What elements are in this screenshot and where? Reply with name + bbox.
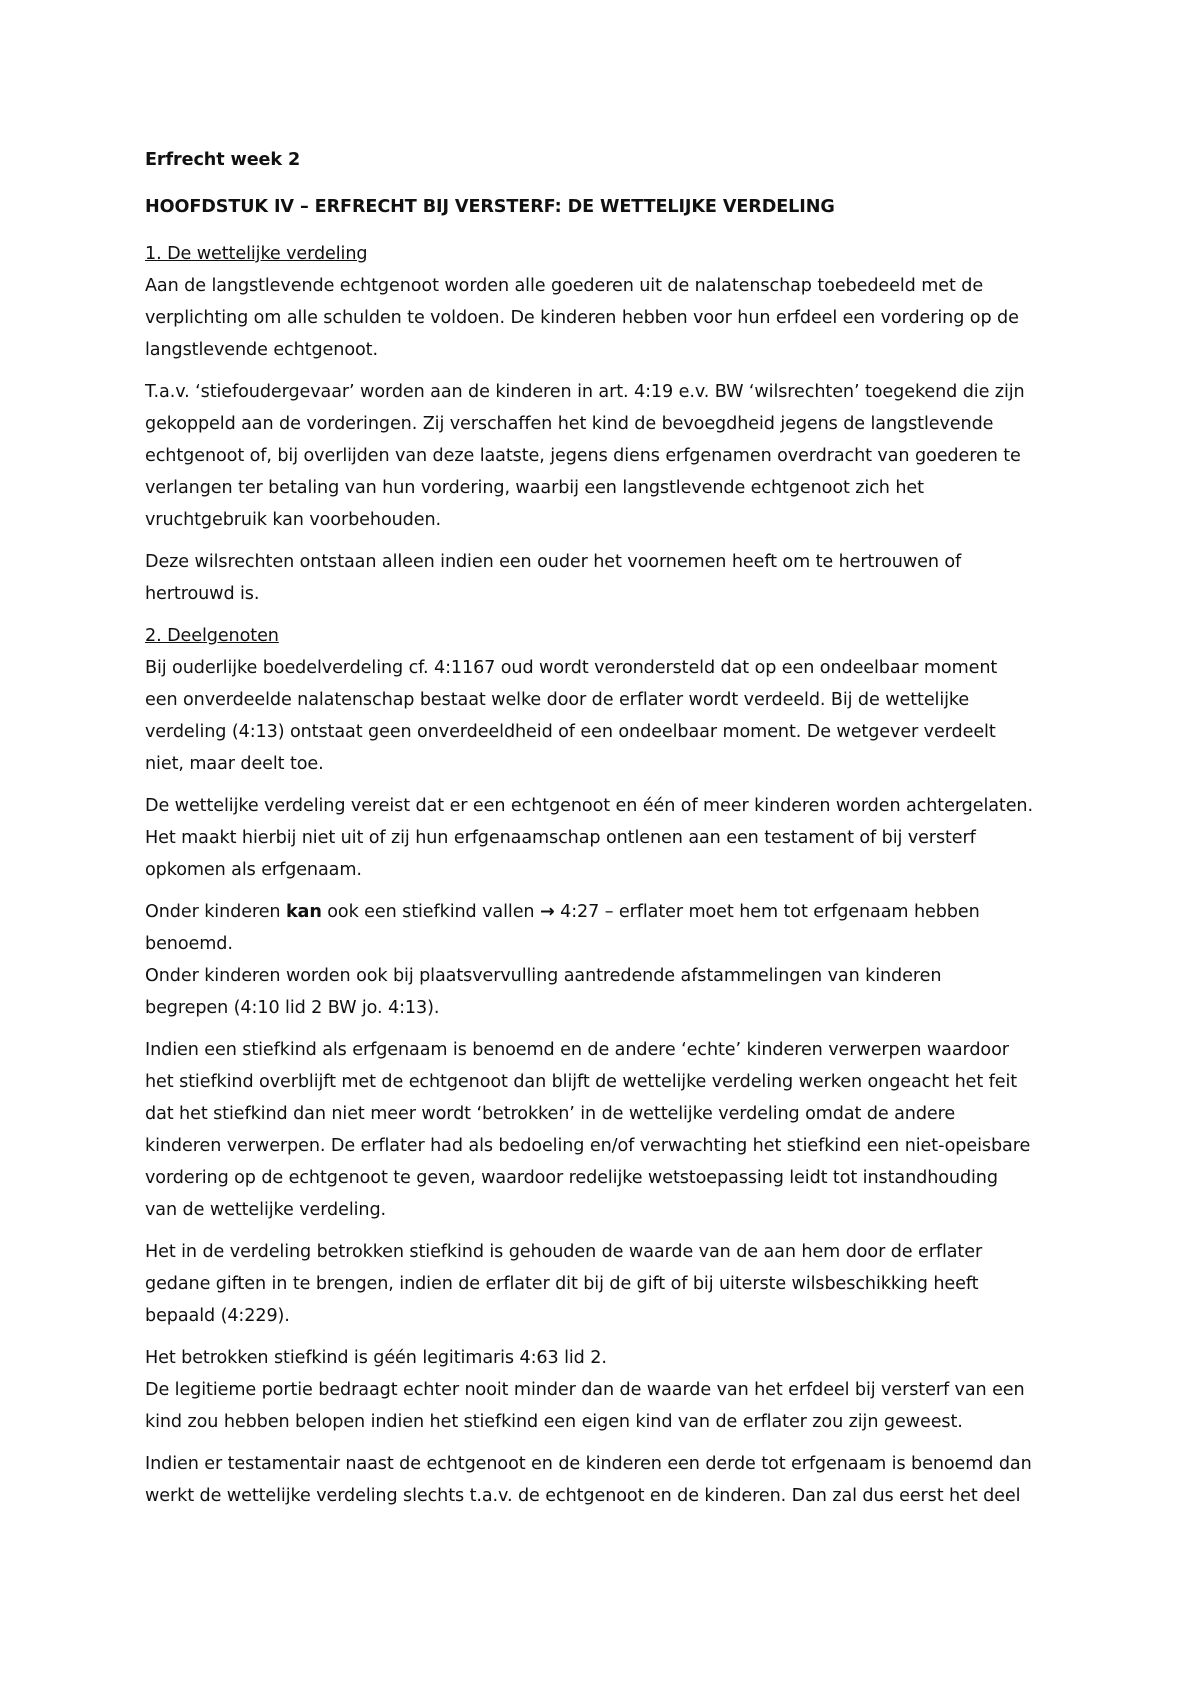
document-title: Erfrecht week 2 — [145, 150, 301, 170]
arrow-right-icon: → — [539, 902, 555, 922]
paragraph-line: een onverdeelde nalatenschap bestaat welke door de erflater wordt verdeeld. Bij de wettelijke — [145, 690, 970, 710]
paragraph-line: vordering op de echtgenoot te geven, waardoor redelijke wetstoepassing leidt tot instandhouding — [145, 1168, 998, 1188]
paragraph-giften — [145, 1236, 1080, 1332]
paragraph-line: verplichting om alle schulden te voldoen. De kinderen hebben voor hun erfdeel een vordering op de — [145, 308, 1019, 328]
paragraph-line: Bij ouderlijke boedelverdeling cf. 4:1167 oud wordt verondersteld dat op een ondeelbaar moment — [145, 658, 998, 678]
text-span: Onder kinderen — [145, 902, 286, 922]
paragraph-stiefoudergevaar — [145, 376, 1080, 536]
paragraph-line: hertrouwd is. — [145, 584, 260, 604]
section-1 — [145, 238, 1080, 366]
paragraph-line: De wettelijke verdeling vereist dat er een echtgenoot en één of meer kinderen worden achtergelaten. — [145, 796, 1033, 816]
paragraph-line: Onder kinderen worden ook bij plaatsvervulling aantredende afstammelingen van kinderen — [145, 966, 942, 986]
paragraph-line: dat het stiefkind dan niet meer wordt ‘betrokken’ in de wettelijke verdeling omdat de andere — [145, 1104, 956, 1124]
paragraph-line: gedane giften in te brengen, indien de erflater dit bij de gift of bij uiterste wilsbeschikking heeft — [145, 1274, 979, 1294]
paragraph-derde-erfgenaam — [145, 1448, 1080, 1512]
paragraph-line: kind zou hebben belopen indien het stiefkind een eigen kind van de erflater zou zijn geweest. — [145, 1412, 963, 1432]
bold-text: kan — [285, 902, 322, 922]
paragraph-line: het stiefkind overblijft met de echtgenoot dan blijft de wettelijke verdeling werken ongeacht het feit — [145, 1072, 1018, 1092]
paragraph-line — [145, 896, 1080, 928]
section-1-title: 1. De wettelijke verdeling — [145, 244, 368, 264]
paragraph-wilsrechten — [145, 546, 1080, 610]
paragraph-line: Indien er testamentair naast de echtgenoot en de kinderen een derde tot erfgenaam is benoemd dan — [145, 1454, 1032, 1474]
paragraph-vereisten — [145, 790, 1080, 886]
paragraph-line: Het in de verdeling betrokken stiefkind is gehouden de waarde van de aan hem door de erflater — [145, 1242, 983, 1262]
paragraph-verwerpen — [145, 1034, 1080, 1226]
paragraph-line: begrepen (4:10 lid 2 BW jo. 4:13). — [145, 998, 440, 1018]
paragraph-line: benoemd. — [145, 934, 233, 954]
paragraph-line: gekoppeld aan de vorderingen. Zij verschaffen het kind de bevoegdheid jegens de langstlevende — [145, 414, 994, 434]
paragraph-line: verlangen ter betaling van hun vordering, waarbij een langstlevende echtgenoot zich het — [145, 478, 924, 498]
paragraph-line: Aan de langstlevende echtgenoot worden alle goederen uit de nalatenschap toebedeeld met de — [145, 276, 984, 296]
section-2-title: 2. Deelgenoten — [145, 626, 279, 646]
paragraph-line: werkt de wettelijke verdeling slechts t.a.v. de echtgenoot en de kinderen. Dan zal dus eerst het deel — [145, 1486, 1021, 1506]
paragraph-line: kinderen verwerpen. De erflater had als bedoeling en/of verwachting het stiefkind een niet-opeisbare — [145, 1136, 1031, 1156]
text-span: 4:27 – erflater moet hem tot erfgenaam hebben — [554, 902, 980, 922]
paragraph-line: langstlevende echtgenoot. — [145, 340, 378, 360]
paragraph-line: Het betrokken stiefkind is géén legitimaris 4:63 lid 2. — [145, 1348, 607, 1368]
paragraph-line: niet, maar deelt toe. — [145, 754, 324, 774]
section-2 — [145, 620, 1080, 780]
paragraph-line: van de wettelijke verdeling. — [145, 1200, 387, 1220]
paragraph-line: Indien een stiefkind als erfgenaam is benoemd en de andere ‘echte’ kinderen verwerpen waardoor — [145, 1040, 1009, 1060]
paragraph-line: Het maakt hierbij niet uit of zij hun erfgenaamschap ontlenen aan een testament of bij versterf — [145, 828, 976, 848]
paragraph-line: echtgenoot of, bij overlijden van deze laatste, jegens diens erfgenamen overdracht van goederen te — [145, 446, 1021, 466]
paragraph-line: De legitieme portie bedraagt echter nooit minder dan de waarde van het erfdeel bij versterf van een — [145, 1380, 1025, 1400]
paragraph-line: opkomen als erfgenaam. — [145, 860, 362, 880]
paragraph-line: Deze wilsrechten ontstaan alleen indien een ouder het voornemen heeft om te hertrouwen of — [145, 552, 962, 572]
paragraph-stiefkind — [145, 896, 1080, 1024]
text-span: ook een stiefkind vallen — [321, 902, 540, 922]
paragraph-line: T.a.v. ‘stiefoudergevaar’ worden aan de kinderen in art. 4:19 e.v. BW ‘wilsrechten’ toegekend die zijn — [145, 382, 1025, 402]
paragraph-line: verdeling (4:13) ontstaat geen onverdeeldheid of een ondeelbaar moment. De wetgever verdeelt — [145, 722, 996, 742]
chapter-heading: HOOFDSTUK IV – ERFRECHT BIJ VERSTERF: DE WETTELIJKE VERDELING — [145, 197, 835, 217]
paragraph-line: bepaald (4:229). — [145, 1306, 290, 1326]
paragraph-line: vruchtgebruik kan voorbehouden. — [145, 510, 442, 530]
paragraph-legitimaris — [145, 1342, 1080, 1438]
